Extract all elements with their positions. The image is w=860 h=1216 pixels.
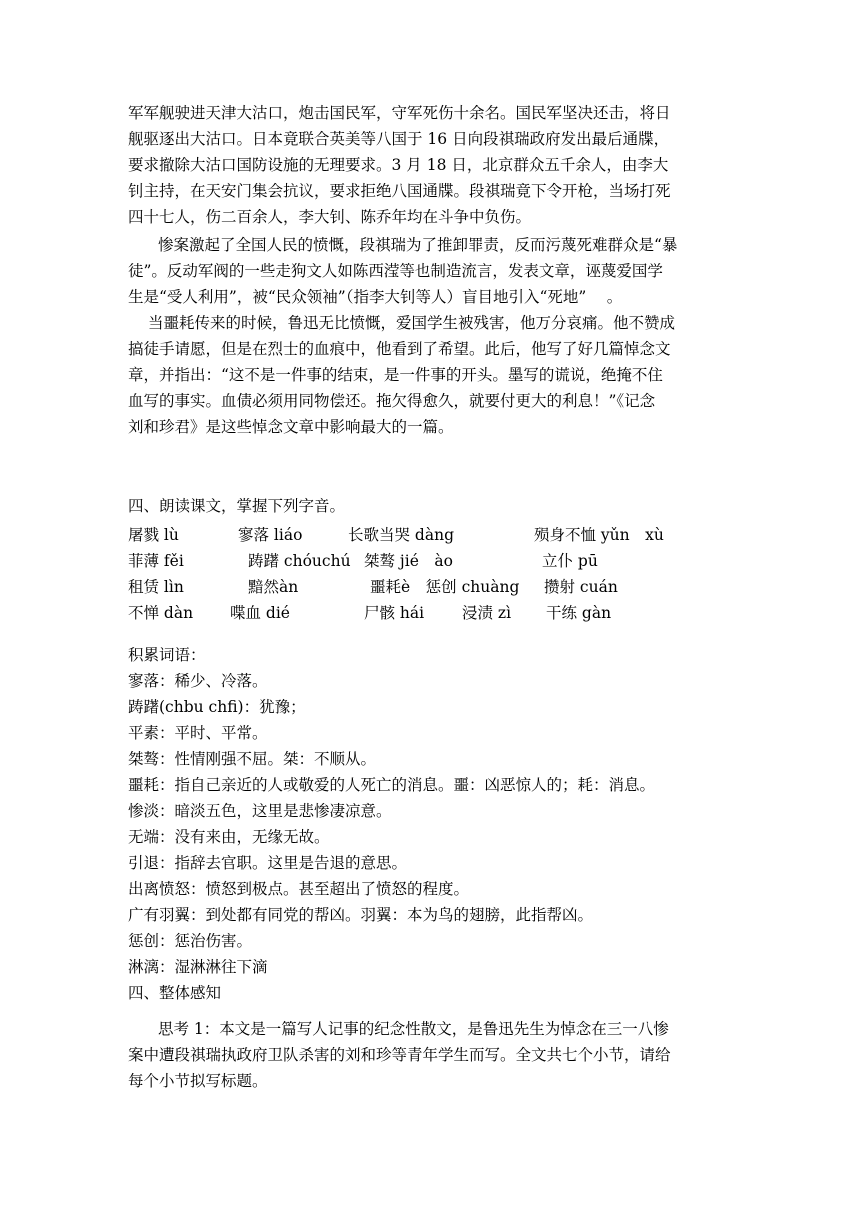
paragraph-line: 生是“受人利用”，被“民众领袖”（指李大钊等人）盲目地引入“死地” 。: [128, 288, 623, 306]
paragraph-line: 惨案激起了全国人民的愤慨，段祺瑞为了推卸罪责，反而污蔑死难群众是“暴: [158, 236, 678, 254]
vocabulary-item: 惨淡：暗淡五色，这里是悲惨凄凉意。: [128, 802, 392, 820]
paragraph-line: 军军舰驶进天津大沽口，炮击国民军，守军死伤十余名。国民军坚决还击，将日: [128, 104, 671, 122]
paragraph-line: 舰驱逐出大沽口。日本竟联合英美等八国于 16 日向段祺瑞政府发出最后通牒，: [128, 130, 670, 148]
paragraph-line: 章，并指出：“这不是一件事的结束，是一件事的开头。墨写的谎说，绝掩不住: [128, 366, 663, 384]
paragraph-line: 四十七人，伤二百余人，李大钊、陈乔年均在斗争中负伤。: [128, 208, 532, 226]
vocabulary-item: 桀骜：性情刚强不屈。桀：不顺从。: [128, 750, 377, 768]
pronunciation-item: 浸渍 zì: [462, 604, 512, 622]
pronunciation-item: 不惮 dàn: [128, 604, 194, 622]
pronunciation-row: [128, 548, 748, 574]
pronunciation-item: 租赁 lìn: [128, 578, 184, 596]
pronunciation-item: 喋血 dié: [230, 604, 290, 622]
pronunciation-item: 长歌当哭 dàng: [348, 526, 454, 544]
pronunciation-item: 桀骜 jié ào: [364, 552, 453, 570]
paragraph-line: 刘和珍君》是这些悼念文章中影响最大的一篇。: [128, 418, 454, 436]
paragraph-line: 案中遭段祺瑞执政府卫队杀害的刘和珍等青年学生而写。全文共七个小节，请给: [128, 1046, 671, 1064]
paragraph-line: 血写的事实。血债必须用同物偿还。拖欠得愈久，就要付更大的利息！”《记念: [128, 392, 656, 410]
paragraph-line: 徒”。反动军阀的一些走狗文人如陈西滢等也制造流言，发表文章，诬蔑爱国学: [128, 262, 663, 280]
pronunciation-item: 寥落 liáo: [238, 526, 303, 544]
vocabulary-item: 出离愤怒：愤怒到极点。甚至超出了愤怒的程度。: [128, 880, 470, 898]
vocabulary-item: 无端：没有来由，无缘无故。: [128, 828, 330, 846]
pronunciation-item: 殒身不恤 yǔn xù: [534, 526, 664, 544]
pronunciation-row: [128, 574, 748, 600]
vocabulary-item: 引退：指辞去官职。这里是告退的意思。: [128, 854, 408, 872]
vocabulary-heading: 积累词语：: [128, 646, 206, 664]
paragraph-line: 当噩耗传来的时候，鲁迅无比愤慨，爱国学生被残害，他万分哀痛。他不赞成: [148, 314, 676, 332]
pronunciation-item: 踌躇 chóuchú: [248, 552, 351, 570]
vocabulary-item: 踌躇(chbu chfi)：犹豫；: [128, 698, 306, 716]
pronunciation-item: 尸骸 hái: [364, 604, 425, 622]
vocabulary-item: 寥落：稀少、冷落。: [128, 672, 268, 690]
vocabulary-item: 平素：平时、平常。: [128, 724, 268, 742]
pronunciation-item: 立仆 pū: [542, 552, 598, 570]
vocabulary-list: [128, 642, 655, 1006]
section-heading-pronunciation: 四、朗读课文，掌握下列字音。: [128, 497, 346, 515]
pronunciation-item: 干练 gàn: [546, 604, 612, 622]
pronunciation-item: 攒射 cuán: [544, 578, 618, 596]
paragraph-line: 钊主持，在天安门集会抗议，要求拒绝八国通牒。段祺瑞竟下令开枪，当场打死: [128, 182, 671, 200]
pronunciation-item: 菲薄 fěi: [128, 552, 184, 570]
paragraph-line: 要求撤除大沽口国防设施的无理要求。3 月 18 日，北京群众五千余人，由李大: [128, 156, 669, 174]
pronunciation-row: [128, 522, 748, 548]
vocabulary-item: 广有羽翼：到处都有同党的帮凶。羽翼：本为鸟的翅膀，此指帮凶。: [128, 906, 594, 924]
paragraph-line: 思考 1：本文是一篇写人记事的纪念性散文，是鲁迅先生为悼念在三一八惨: [158, 1020, 669, 1038]
pronunciation-row: [128, 600, 748, 626]
reaction-paragraph: [128, 232, 734, 310]
thinking-question-1: [128, 1016, 734, 1094]
paragraph-line: 搞徒手请愿，但是在烈士的血痕中，他看到了希望。此后，他写了好几篇悼念文: [128, 340, 671, 358]
background-paragraph: [128, 100, 734, 230]
pronunciation-item: 黯然àn: [248, 578, 299, 596]
vocabulary-item: 淋漓：湿淋淋往下滴: [128, 958, 268, 976]
paragraph-line: 每个小节拟写标题。: [128, 1072, 268, 1090]
pronunciation-item: 噩耗è 惩创 chuàng: [370, 578, 520, 596]
pronunciation-item: 屠戮 lù: [128, 526, 179, 544]
section-heading-overall: 四、整体感知: [128, 984, 222, 1002]
vocabulary-item: 噩耗：指自己亲近的人或敬爱的人死亡的消息。噩：凶恶惊人的；耗：消息。: [128, 776, 656, 794]
luxun-paragraph: [128, 310, 734, 440]
vocabulary-item: 惩创：惩治伤害。: [128, 932, 253, 950]
